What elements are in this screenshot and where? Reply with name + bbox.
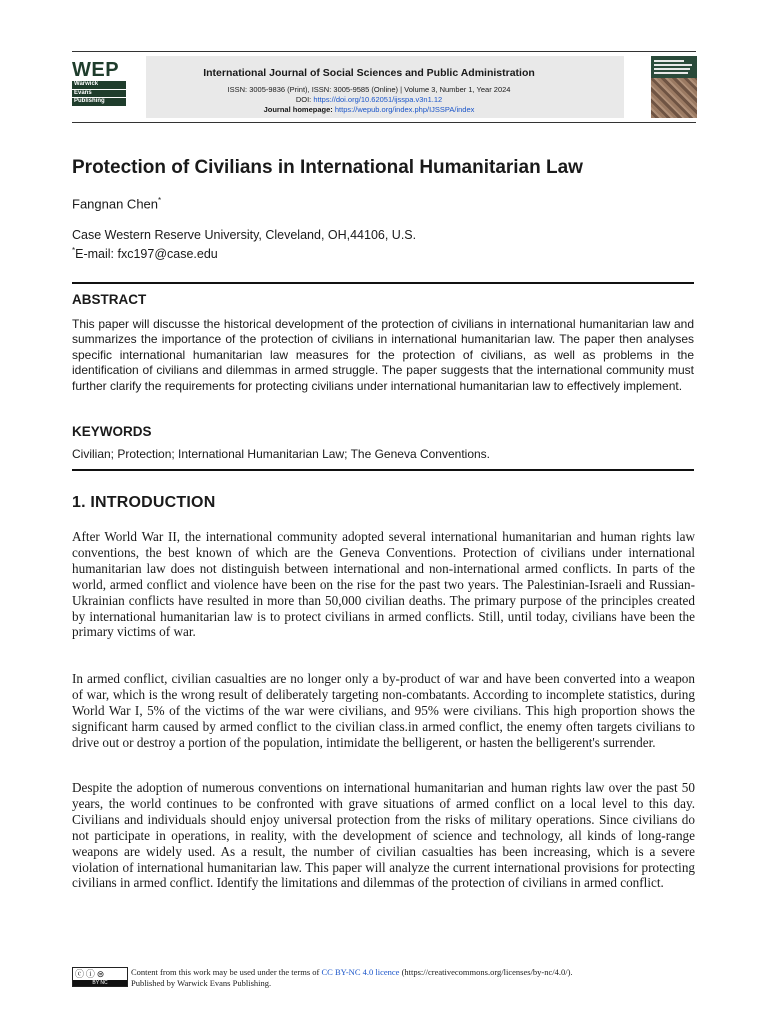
publisher-line: Published by Warwick Evans Publishing. xyxy=(131,977,272,988)
logo-tag-publishing: Publishing xyxy=(72,98,126,106)
cover-text-line xyxy=(654,68,690,70)
abstract-heading: ABSTRACT xyxy=(72,292,147,307)
header-top-rule xyxy=(72,51,696,52)
journal-cover-thumbnail[interactable] xyxy=(651,56,697,118)
intro-paragraph-2: In armed conflict, civilian casualties are no longer only a by-product of war and have been converted into a weapon of war, which is the wrong result of deliberately targeting non-combatants. According to incomplete statistics, during World War I, 5% of the victims of the war were civilians, and 95% were civilians. This high proportion shows the significant harm caused by armed conflict to the civilian class.in armed conflict, the enemy often targets civilians to drive out or destroy a portion of the population, intimidate the belligerent, or hasten the belligerent's surrender. xyxy=(72,671,695,750)
issn-line: ISSN: 3005-9836 (Print), ISSN: 3005-9585 (Online) | Volume 3, Number 1, Year 2024 xyxy=(227,85,511,94)
logo-wordmark: WEP xyxy=(72,59,120,81)
cover-text-line xyxy=(654,64,692,66)
homepage-line xyxy=(146,105,592,115)
keywords-text: Civilian; Protection; International Humanitarian Law; The Geneva Conventions. xyxy=(72,447,491,461)
cover-title-area xyxy=(651,56,697,78)
license-notice xyxy=(131,967,573,988)
publisher-logo[interactable] xyxy=(72,60,130,106)
cover-image xyxy=(651,78,697,118)
abstract-text: This paper will discusse the historical development of the protection of civilians in international humanitarian law and summarizes the importance of the protection of civilians in international humanitarian law. The paper then analyses specific international humanitarian law measures for the protection of civilians, as well as problems in the identification of civilians and dilemmas in armed struggle. The paper suggests that the international community must further clarify the requirements for protecting civilians under international humanitarian law to effectively implement. xyxy=(72,317,694,393)
cc-license-badge[interactable] xyxy=(72,967,128,987)
email-address[interactable]: E-mail: fxc197@case.edu xyxy=(75,247,218,262)
logo-tag-evans: Evans xyxy=(72,90,126,98)
email-line xyxy=(72,246,218,261)
cover-text-line xyxy=(654,72,688,74)
doi-line xyxy=(146,95,592,105)
homepage-link[interactable]: https://wepub.org/index.php/IJSSPA/index xyxy=(334,105,475,114)
email-mark: * xyxy=(72,246,76,255)
affiliation: Case Western Reserve University, Cleveland, OH,44106, U.S. xyxy=(72,228,417,242)
journal-title: International Journal of Social Sciences and Public Administration xyxy=(203,67,535,79)
license-text-b: (https://creativecommons.org/licenses/by-nc/4.0/). xyxy=(399,967,573,977)
author-line xyxy=(72,196,161,211)
homepage-label: Journal homepage: xyxy=(263,105,335,114)
author-mark: * xyxy=(158,196,162,205)
cc-badge-icons: ⓒ ⓘ ⊜ xyxy=(75,970,104,980)
license-line-1 xyxy=(131,967,573,978)
keywords-heading: KEYWORDS xyxy=(72,424,152,439)
cover-text-line xyxy=(654,60,684,62)
intro-paragraph-3: Despite the adoption of numerous conventions on international humanitarian and human rights law over the past 50 years, the world continues to be confronted with grave situations of armed conflict on a local level to this day. Civilians and individuals should enjoy universal protection from the risks of military operations. Since civilians do not participate in operations, in reality, with the development of science and technology, all kinds of long-range weapons are widely used. As a result, the number of civilian casualties has been increasing, which is a severe violation of international humanitarian law. This paper will analyze the current international provisions for protecting civilians in armed conflict. Identify the limitations and dilemmas of the protection of civilians in armed conflict. xyxy=(72,780,695,891)
logo-tag-warwick: Warwick xyxy=(72,81,126,89)
author-name: Fangnan Chen xyxy=(72,196,159,212)
introduction-heading: 1. INTRODUCTION xyxy=(72,494,216,511)
article-title: Protection of Civilians in International Humanitarian Law xyxy=(72,157,583,178)
cc-badge-bar: BY NC xyxy=(73,980,127,986)
header-bottom-rule xyxy=(72,122,696,123)
license-link[interactable]: CC BY-NC 4.0 licence xyxy=(321,967,400,977)
doi-link[interactable]: https://doi.org/10.62051/ijsspa.v3n1.12 xyxy=(313,95,443,104)
intro-paragraph-1: After World War II, the international community adopted several international humanitarian and human rights law conventions, the best known of which are the Geneva Conventions. Protection of civilians under international humanitarian law does not distinguish between international and non-international armed conflicts. In parts of the world, armed conflict and violence have been on the rise for the past two years. The Palestinian-Israeli and Russian-Ukrainian conflicts have resulted in more than 50,000 civilian deaths. The primary purpose of the principles created by international humanitarian law is to protect civilians in armed conflicts. Still, until today, civilians have been the primary victims of war. xyxy=(72,529,695,640)
license-text-a: Content from this work may be used under the terms of xyxy=(131,967,322,977)
keywords-bottom-rule xyxy=(72,469,694,471)
abstract-top-rule xyxy=(72,282,694,284)
doi-label: DOI: xyxy=(295,95,314,104)
